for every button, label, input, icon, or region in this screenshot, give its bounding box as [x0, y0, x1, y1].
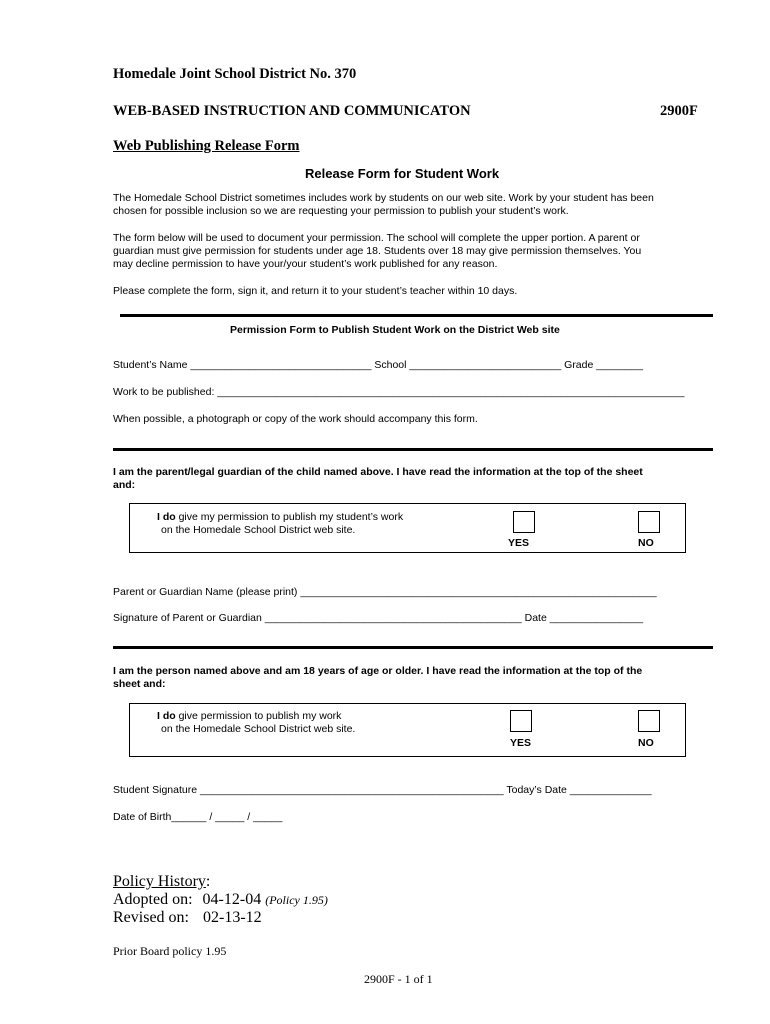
parent-consent-bold: I do	[157, 511, 176, 523]
permission-form-title: Permission Form to Publish Student Work on the District Web site	[230, 324, 560, 336]
intro-para1-line2: chosen for possible inclusion so we are requesting your permission to publish your student’s work.	[113, 205, 569, 217]
policy-history-title: Policy History	[113, 873, 206, 890]
student-signature-field[interactable]: Student Signature ____________________________________________________ Today’s Date ______________	[113, 784, 652, 796]
parent-yes-label: YES	[508, 537, 530, 549]
parent-no-checkbox[interactable]	[638, 511, 660, 533]
parent-consent-line2: on the Homedale School District web site.	[161, 524, 356, 536]
student-consent-text	[157, 710, 355, 736]
student-consent-line1	[157, 710, 355, 723]
page-number: 2900F - 1 of 1	[364, 972, 433, 986]
policy-number: 2900F	[660, 103, 698, 119]
divider-parent	[113, 448, 713, 451]
policy-history-colon: :	[205, 873, 211, 890]
divider-top	[120, 314, 713, 317]
parent-statement-line1: I am the parent/legal guardian of the child named above. I have read the information at the top of the sheet	[113, 466, 643, 478]
parent-yes-checkbox[interactable]	[513, 511, 535, 533]
intro-para1-line1: The Homedale School District sometimes includes work by students on our web site. Work by your student has been	[113, 192, 654, 204]
student-consent-line2: on the Homedale School District web site.	[161, 723, 356, 735]
parent-name-field[interactable]: Parent or Guardian Name (please print) _____________________________________________________________	[113, 586, 657, 598]
student-statement	[113, 665, 713, 691]
intro-paragraph-1	[113, 192, 713, 218]
revised-date: 02-13-12	[203, 909, 262, 926]
section-title: WEB-BASED INSTRUCTION AND COMMUNICATON	[113, 103, 471, 119]
prior-policy: Prior Board policy 1.95	[113, 944, 227, 958]
student-yes-label: YES	[510, 737, 532, 749]
divider-student	[113, 646, 713, 649]
student-consent-bold: I do	[157, 710, 176, 722]
revised-label: Revised on:	[113, 909, 189, 926]
work-to-be-published-field[interactable]: Work to be published: ________________________________________________________________________________	[113, 386, 685, 398]
adopted-label: Adopted on:	[113, 891, 193, 908]
district-name: Homedale Joint School District No. 370	[113, 66, 357, 82]
adopted-line	[113, 890, 328, 910]
parent-consent-rest: give my permission to publish my student’s work	[175, 511, 404, 523]
intro-para2-line1: The form below will be used to document your permission. The school will complete the upper portion. A parent or	[113, 232, 640, 244]
student-no-checkbox[interactable]	[638, 710, 660, 732]
parent-no-label: NO	[638, 537, 654, 549]
student-yes-checkbox[interactable]	[510, 710, 532, 732]
adopted-date: 04-12-04	[202, 891, 262, 908]
intro-para2-line3: may decline permission to have your/your student’s work published for any reason.	[113, 258, 498, 270]
parent-signature-field[interactable]: Signature of Parent or Guardian ____________________________________________ Date ________________	[113, 612, 644, 624]
revised-line	[113, 908, 262, 927]
intro-paragraph-2	[113, 232, 713, 271]
parent-statement-line2: and:	[113, 479, 136, 491]
release-heading: Release Form for Student Work	[305, 166, 500, 181]
student-no-label: NO	[638, 737, 654, 749]
form-title: Web Publishing Release Form	[113, 138, 300, 154]
parent-statement	[113, 466, 713, 492]
parent-consent-text	[157, 511, 403, 537]
student-consent-rest: give permission to publish my work	[175, 710, 342, 722]
photo-note: When possible, a photograph or copy of the work should accompany this form.	[113, 413, 478, 425]
student-name-field[interactable]: Student’s Name _______________________________ School __________________________ Grade ________	[113, 359, 643, 371]
policy-history-heading	[113, 872, 210, 891]
student-statement-line1: I am the person named above and am 18 years of age or older. I have read the information at the top of the	[113, 665, 643, 677]
intro-para2-line2: guardian must give permission for students under age 18. Students over 18 may give permission themselves. You	[113, 245, 642, 257]
intro-paragraph-3: Please complete the form, sign it, and return it to your student’s teacher within 10 days.	[113, 285, 518, 297]
parent-consent-line1	[157, 511, 403, 524]
date-of-birth-field[interactable]: Date of Birth______ / _____ / _____	[113, 811, 283, 823]
adopted-note: (Policy 1.95)	[265, 893, 328, 907]
student-statement-line2: sheet and:	[113, 678, 166, 690]
